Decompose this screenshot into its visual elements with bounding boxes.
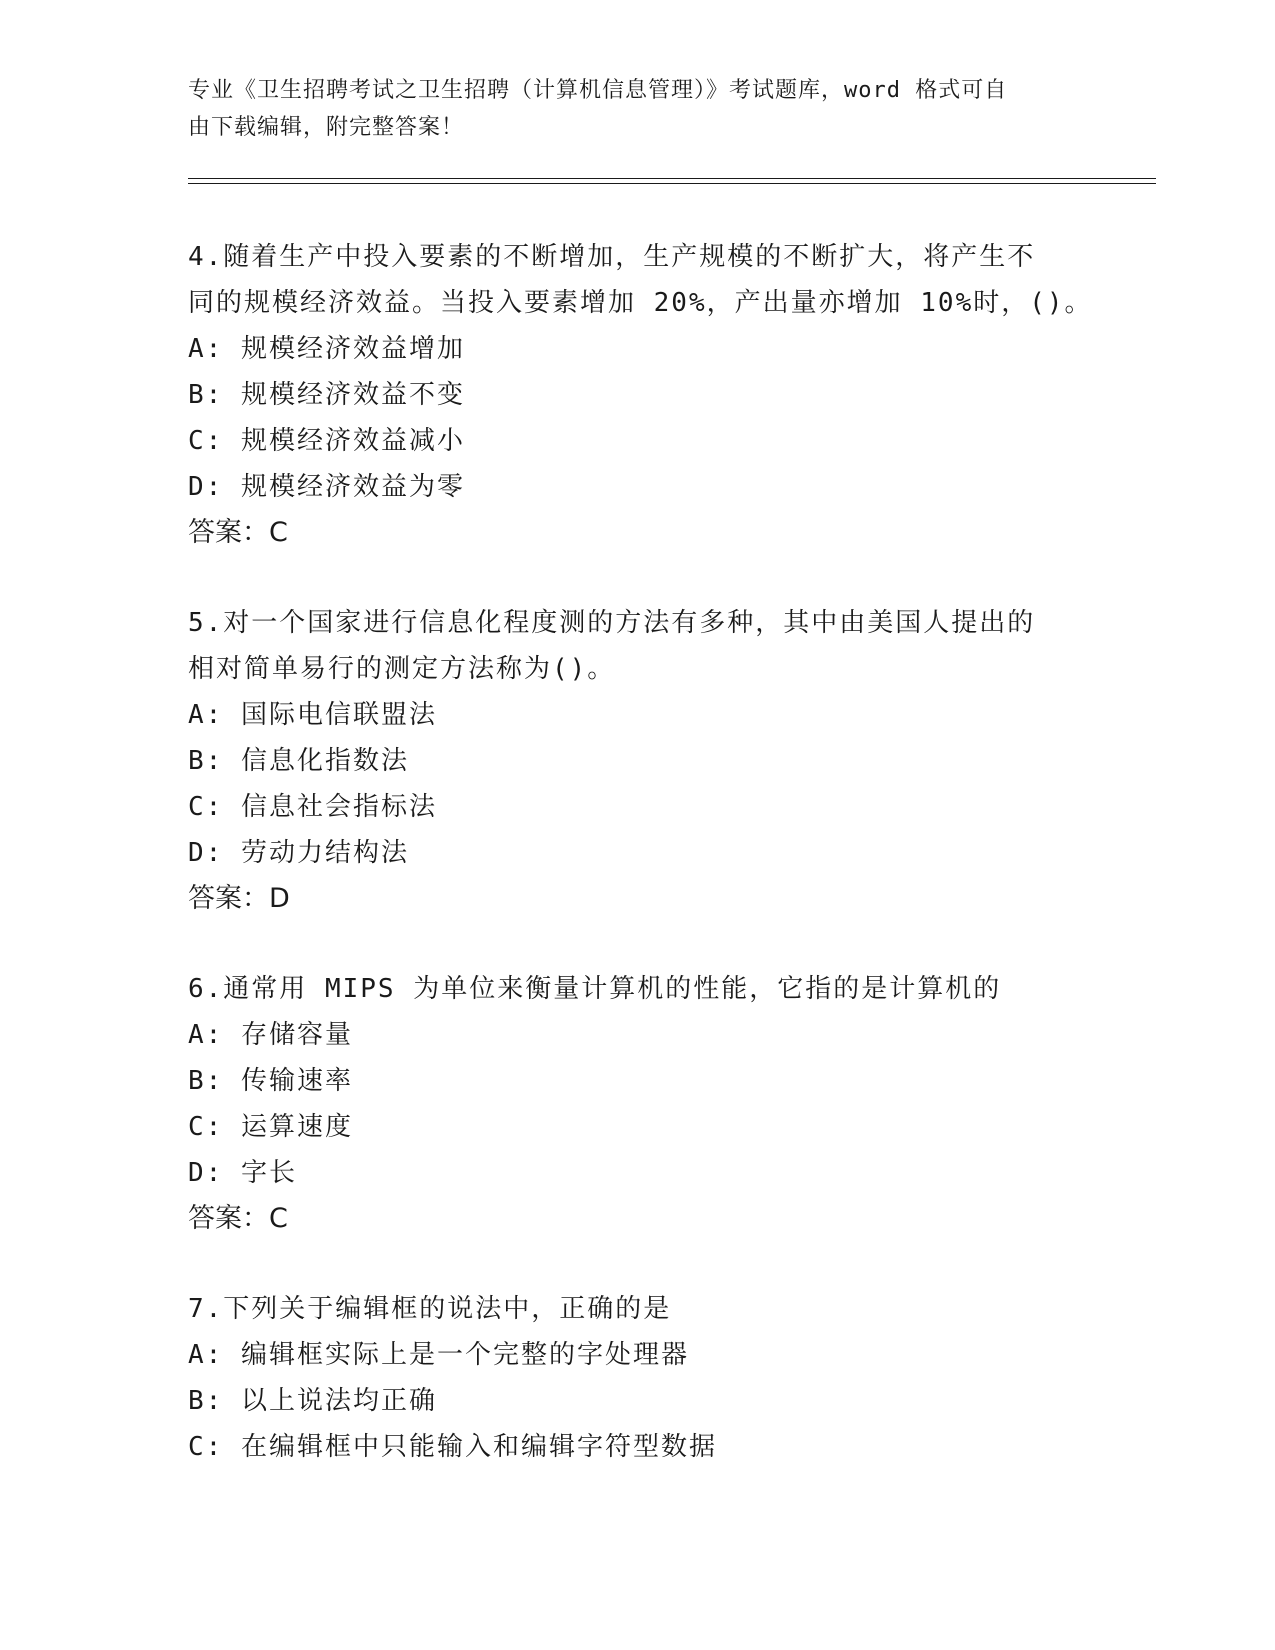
header-divider-top [188, 178, 1156, 179]
question-4 [188, 234, 1093, 556]
question-stem-line: 相对简单易行的测定方法称为()。 [188, 654, 616, 684]
option-c: C: 运算速度 [188, 1112, 353, 1142]
question-stem-line: 6.通常用 MIPS 为单位来衡量计算机的性能，它指的是计算机的 [188, 974, 1002, 1004]
question-stem-line: 同的规模经济效益。当投入要素增加 20%，产出量亦增加 10%时，()。 [188, 288, 1093, 318]
question-stem-line: 7.下列关于编辑框的说法中，正确的是 [188, 1294, 672, 1324]
question-6 [188, 966, 1088, 1242]
question-7 [188, 1286, 1088, 1470]
option-b: B: 规模经济效益不变 [188, 380, 465, 410]
option-d: D: 字长 [188, 1158, 297, 1188]
option-b: B: 信息化指数法 [188, 746, 409, 776]
option-a: A: 规模经济效益增加 [188, 334, 465, 364]
option-d: D: 规模经济效益为零 [188, 472, 465, 502]
question-stem-line: 5.对一个国家进行信息化程度测的方法有多种，其中由美国人提出的 [188, 608, 1036, 638]
document-header [188, 72, 1068, 146]
question-5 [188, 600, 1088, 922]
question-stem-line: 4.随着生产中投入要素的不断增加，生产规模的不断扩大，将产生不 [188, 242, 1036, 272]
header-line-2: 由下载编辑，附完整答案！ [188, 115, 465, 140]
header-divider-bottom [188, 183, 1156, 184]
answer: 答案：C [188, 1203, 288, 1234]
option-a: A: 国际电信联盟法 [188, 700, 437, 730]
option-c: C: 信息社会指标法 [188, 792, 437, 822]
option-b: B: 以上说法均正确 [188, 1386, 437, 1416]
option-c: C: 规模经济效益减小 [188, 426, 465, 456]
option-d: D: 劳动力结构法 [188, 838, 409, 868]
option-a: A: 存储容量 [188, 1020, 353, 1050]
option-b: B: 传输速率 [188, 1066, 353, 1096]
answer: 答案：D [188, 883, 290, 914]
header-line-1: 专业《卫生招聘考试之卫生招聘（计算机信息管理）》考试题库，word 格式可自 [188, 78, 1008, 103]
answer: 答案：C [188, 517, 288, 548]
option-c: C: 在编辑框中只能输入和编辑字符型数据 [188, 1432, 717, 1462]
option-a: A: 编辑框实际上是一个完整的字处理器 [188, 1340, 689, 1370]
